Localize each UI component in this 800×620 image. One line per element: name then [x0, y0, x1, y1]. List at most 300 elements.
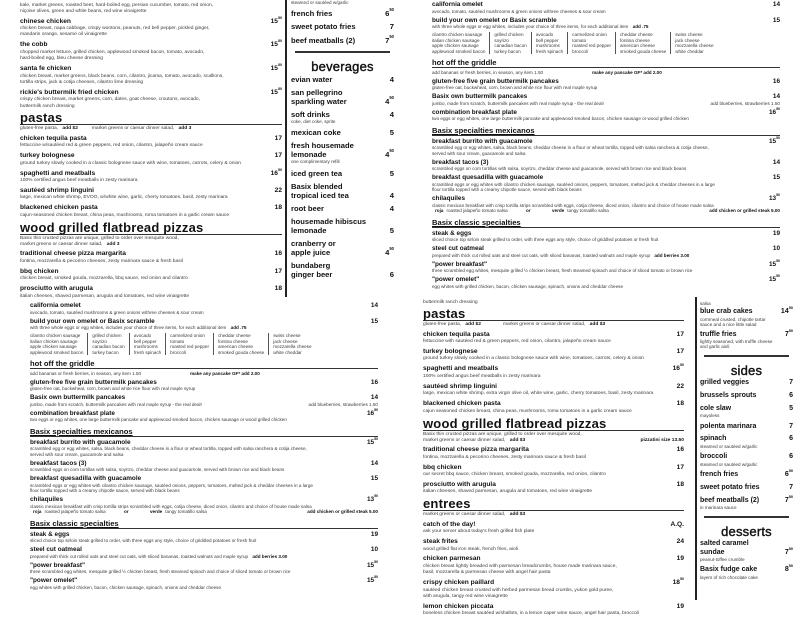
- menu-item-header: [432, 195, 780, 203]
- menu-item-price: [267, 41, 282, 50]
- menu-item: [20, 15, 282, 39]
- price-dollars: 14: [370, 394, 378, 401]
- menu-item-description: [20, 26, 282, 39]
- text-line: kale, market greens, roasted beet, hard-boiled egg, persian cucumber, tomato, red onion,: [20, 2, 214, 8]
- text-line: [423, 322, 684, 328]
- menu-item-price: [381, 150, 394, 159]
- menu-item: [423, 383, 684, 398]
- text-line: [432, 253, 780, 259]
- menu-item-description: [30, 538, 378, 544]
- menu-item-header: [30, 318, 378, 326]
- price-dollars: 16: [768, 108, 777, 116]
- menu-item: [291, 217, 394, 235]
- section-divider: [295, 51, 390, 53]
- menu-item: [30, 436, 378, 458]
- price-dollars: 19: [676, 602, 684, 610]
- price-dollars: 17: [274, 134, 282, 142]
- menu-item-description: [30, 554, 378, 560]
- text-line: sautéed chicken breast crusted with herbed parmesan bread crumbs, yukon gold puree,: [423, 587, 614, 593]
- menu-item-price: [785, 379, 793, 388]
- price-cents: 50: [776, 135, 780, 140]
- menu-item-price: [769, 78, 780, 86]
- menu-item-description: [20, 74, 282, 87]
- option-item: mozzarella cheese: [273, 344, 312, 349]
- menu-item-header: [30, 460, 378, 468]
- bold-text: add $2: [465, 322, 481, 328]
- price-dollars: 22: [676, 382, 684, 390]
- price-dollars: 7: [789, 379, 793, 387]
- menu-item-description: [423, 529, 684, 535]
- menu-item-header: [20, 152, 282, 161]
- menu-item-name: california omelet: [30, 302, 81, 309]
- menu-item-price: [381, 248, 394, 257]
- menu-item-header: [423, 521, 684, 530]
- menu-item: [700, 566, 793, 580]
- price-dollars: 6: [784, 471, 789, 479]
- menu-item-header: [291, 88, 394, 106]
- menu-item-name: steak & eggs: [432, 229, 472, 237]
- menu-item: [700, 494, 793, 511]
- option-item: turkey bacon: [494, 48, 521, 54]
- menu-item-name: fresh housemade lemonade: [291, 141, 354, 160]
- menu-item-price: [271, 250, 282, 259]
- section-heading: desserts: [721, 524, 772, 540]
- menu-item-name: broccoli: [700, 453, 728, 461]
- menu-item-name: chicken tequila pasta: [423, 330, 490, 338]
- bold-text: add 3: [178, 126, 192, 132]
- menu-item-header: [291, 128, 394, 137]
- text-line: steamed or sautéed w/garlic: [291, 0, 349, 5]
- option-item: turkey bacon: [92, 349, 119, 355]
- menu-item-header: [700, 453, 793, 462]
- text-segment: prepared with thick cut rolled oats and steel cut oats, with sliced bananas, toasted walnuts and maple syrup: [432, 252, 652, 258]
- option-item: grilled chicken: [494, 32, 524, 37]
- price-dollars: 7: [784, 496, 789, 504]
- bold-text: verde: [149, 509, 163, 514]
- menu-item-description: [423, 356, 684, 362]
- text-line: our secret bbq sauce, chicken breast, smoked gouda, mozzarella, red onion, cilantro: [423, 472, 606, 478]
- price-dollars: 15: [370, 475, 378, 482]
- menu-item-header: [423, 383, 684, 392]
- price-dollars: 6: [789, 453, 793, 461]
- menu-item-price: [363, 559, 378, 570]
- menu-item: [291, 239, 394, 257]
- menu-item: [432, 276, 780, 289]
- menu-item-name: brussels sprouts: [700, 392, 757, 400]
- text-segment: market greens or caesar dinner salad,: [423, 512, 507, 518]
- price-cents: 50: [776, 106, 780, 111]
- menu-item-description: [30, 504, 378, 515]
- menu-item-header: [20, 285, 282, 294]
- menu-item-name: cole slaw: [700, 404, 732, 412]
- menu-item: [700, 453, 793, 467]
- menu-item-header: [291, 182, 394, 200]
- menu-item-price: [271, 187, 282, 196]
- menu-item-price: [765, 276, 780, 284]
- option-item: avocado: [535, 32, 554, 37]
- text-line: large, mexican white shrimp, extra virgin olive oil, white wine, garlic, cherry tomatoes, basil, zesty marinara: [423, 391, 654, 397]
- option-item: american cheese: [620, 43, 655, 48]
- menu-item: [423, 400, 684, 415]
- menu-item: [432, 1, 780, 14]
- option-item: broccoli: [170, 349, 187, 355]
- menu-item-price: [363, 436, 378, 447]
- price-dollars: 14: [772, 158, 780, 166]
- text-line: [432, 208, 780, 214]
- price-dollars: 7: [385, 35, 390, 45]
- text-line: salsa: [700, 301, 711, 306]
- text-line: 100% certified angus beef meatballs in zesty marinara: [20, 178, 138, 184]
- menu-item: [432, 159, 780, 172]
- menu-item-description: [423, 472, 684, 478]
- price-dollars: 16: [366, 409, 375, 417]
- menu-item-description: [30, 402, 378, 408]
- menu-item-name: build your own omelet or Basix scramble: [30, 317, 155, 325]
- section-note: [700, 301, 793, 306]
- text-line: cornmeal crusted, chipotle tartar: [700, 316, 766, 322]
- menu-item: [423, 331, 684, 346]
- breakfast-menu-column: [30, 302, 378, 593]
- price-cents: 50: [389, 7, 394, 13]
- option-item: fresh spinach: [133, 349, 162, 355]
- option-item: cheddar cheese: [218, 333, 251, 338]
- menu-item-name: steel cut oatmeal: [30, 546, 82, 553]
- price-dollars: 8: [784, 566, 789, 574]
- text-line: avocado, tomato, sautéed mushrooms & green onions w/three cheeses & sour cream: [30, 309, 204, 315]
- menu-item-header: [30, 475, 378, 483]
- menu-item: [20, 135, 282, 150]
- menu-item-header: [20, 204, 282, 213]
- price-dollars: 19: [676, 555, 684, 563]
- price-cents: 50: [374, 575, 378, 579]
- price-dollars: 17: [676, 330, 684, 338]
- menu-item-description: [423, 611, 684, 617]
- text-line: three scrambled egg whites, mesquite grilled ½ chicken breast, fresh steamed spinach and choice of sliced tomato or brown rice: [30, 569, 291, 574]
- menu-item-header: [432, 174, 780, 182]
- menu-item-description: [432, 253, 780, 259]
- price-dollars: 16: [370, 378, 378, 386]
- price-cents: 50: [389, 33, 394, 39]
- menu-item-name: bbq chicken: [20, 267, 59, 275]
- menu-item: [432, 258, 780, 274]
- option-item: swiss cheese: [675, 32, 703, 37]
- bold-text: add .75: [230, 325, 247, 330]
- menu-item-description: [700, 505, 793, 510]
- text-segment: jumbo, made from scratch, buttermilk pancakes with real maple syrup - the real deal!: [432, 100, 604, 106]
- menu-item-price: [769, 159, 780, 167]
- menu-page-top: [0, 0, 800, 297]
- highlight-text: make any pancake GF* add 2.00: [592, 70, 662, 75]
- text-line: [30, 325, 378, 331]
- menu-item-description: [20, 178, 282, 184]
- menu-item-description: [291, 119, 394, 124]
- price-dollars: 15: [270, 65, 278, 73]
- price-dollars: 18: [274, 204, 282, 212]
- text-line: one complimentary refill: [291, 159, 340, 165]
- text-line: two eggs or egg whites, one large buttermilk pancake and applewood smoked bacon, chicken sausage or wood grilled chicken: [432, 116, 689, 121]
- price-dollars: 14: [772, 93, 780, 100]
- price-dollars: A.Q.: [670, 520, 684, 528]
- menu-item-description: [700, 317, 793, 327]
- menu-item: [700, 471, 793, 480]
- menu-item: [291, 169, 394, 178]
- price-cents: 50: [788, 564, 793, 569]
- price-dollars: 17: [676, 463, 684, 471]
- menu-item-price: [673, 555, 684, 564]
- menu-item-header: [700, 566, 793, 575]
- menu-item-header: [291, 239, 394, 257]
- menu-item-description: [291, 159, 394, 164]
- menu-item-name: "power breakfast": [432, 260, 488, 268]
- menu-item: [423, 348, 684, 363]
- menu-item-header: [700, 405, 793, 414]
- price-dollars: 14: [370, 459, 378, 467]
- menu-item: [423, 464, 684, 479]
- text-line: wood grilled flat iron steak, french fries, aioli: [423, 546, 518, 552]
- text-segment: market greens or caesar dinner salad,: [20, 241, 104, 247]
- section-subheading: Basix specialties mexicanos: [432, 126, 780, 136]
- price-cents: 50: [776, 258, 780, 263]
- bold-text: verde: [551, 208, 565, 213]
- menu-item-name: chicken parmesan: [423, 555, 481, 563]
- menu-item-name: spaghetti and meatballs: [423, 365, 499, 373]
- menu-item-price: [777, 308, 793, 317]
- menu-item-header: [30, 302, 378, 310]
- menu-item: [700, 484, 793, 493]
- bold-text: roja: [435, 208, 444, 213]
- menu-item-name: chilaquiles: [432, 195, 466, 202]
- text-line: ground turkey slowly cooked in a classic bolognese sauce with wine, tomatoes, carrots, celery & onion: [423, 356, 645, 362]
- menu-item-header: [291, 75, 394, 84]
- menu-item-price: [673, 348, 684, 357]
- text-segment: [132, 509, 147, 515]
- menu-item-price: [363, 577, 378, 585]
- options-column: [30, 333, 87, 355]
- beverages-column: [291, 0, 394, 284]
- price-cents: 50: [389, 94, 394, 100]
- price-dollars: 14: [780, 308, 789, 315]
- menu-item-name: blackened chicken pasta: [423, 400, 501, 408]
- menu-item-description: [30, 446, 378, 457]
- option-item: fresh spinach: [535, 48, 564, 54]
- options-column: [87, 333, 128, 355]
- menu-item: [30, 531, 378, 544]
- menu-item: [291, 261, 394, 279]
- menu-item-price: [381, 94, 394, 106]
- option-item: soyrizo: [92, 338, 107, 344]
- menu-item-header: [30, 546, 378, 554]
- menu-item-name: combination breakfast plate: [30, 409, 115, 417]
- menu-item-header: [30, 407, 378, 418]
- section-note: [20, 126, 282, 132]
- price-dollars: 10: [772, 245, 780, 252]
- menu-item: [423, 521, 684, 536]
- menu-item: [700, 423, 793, 432]
- text-line: flour tortilla topped with a creamy chipotle sauce, served with black beans: [30, 488, 180, 493]
- menu-item-price: [673, 603, 684, 612]
- menu-item-description: [432, 203, 780, 214]
- menu-item-header: [20, 268, 282, 277]
- menu-item-name: gluten-free five grain buttermilk pancakes: [432, 77, 559, 85]
- menu-item-header: [423, 464, 684, 473]
- menu-item-price: [769, 174, 780, 182]
- price-dollars: 15: [768, 260, 777, 268]
- menu-item-name: Basix own buttermilk pancakes: [30, 394, 126, 401]
- menu-item-description: [423, 339, 684, 345]
- price-cents: 50: [788, 546, 793, 551]
- price-dollars: 5: [789, 404, 793, 412]
- menu-item-name: steel cut oatmeal: [432, 245, 484, 252]
- option-item: white cheddar: [273, 349, 302, 355]
- options-column: [165, 333, 213, 355]
- text-line: [423, 438, 684, 444]
- section-subheading: hot off the griddle: [432, 58, 780, 68]
- menu-item-name: Basix blended tropical iced tea: [291, 181, 349, 200]
- menu-item-price: [673, 446, 684, 455]
- text-line: Basix thin crusted pizzas are unique, grilled to order over mesquite wood,: [20, 235, 179, 241]
- text-line: served with sour cream, guacamole and salsa: [432, 150, 526, 156]
- text-line: niçoise olives, green and white beans, red wine vinaigrette: [20, 8, 147, 14]
- menu-item-name: sautéed shrimp linguini: [20, 186, 95, 194]
- text-line: classic mexican breakfast with crisp tortilla strips scrambled with eggs, cotija cheese, diced onion, cilantro and choice of house made salsa: [432, 202, 714, 208]
- menu-item-header: [423, 538, 684, 547]
- price-cents: 50: [277, 15, 282, 20]
- price-dollars: 15: [366, 438, 375, 446]
- menu-item-name: bundaberg ginger beer: [291, 261, 333, 280]
- menu-item-description: [423, 409, 684, 415]
- price-dollars: 18: [274, 285, 282, 293]
- text-line: [432, 70, 780, 76]
- menu-item-name: chilaquiles: [30, 496, 64, 503]
- menu-item-price: [765, 195, 780, 203]
- menu-item-price: [271, 152, 282, 161]
- menu-item-description: [423, 455, 684, 461]
- column-divider: [695, 297, 697, 600]
- menu-item-header: [432, 17, 780, 25]
- menu-item-price: [386, 22, 394, 31]
- menu-item-name: santa fe chicken: [20, 65, 72, 73]
- menu-item: [432, 135, 780, 157]
- menu-item: [291, 22, 394, 31]
- menu-item-description: [432, 166, 780, 172]
- menu-item-price: [669, 579, 684, 588]
- price-cents: 50: [374, 559, 378, 564]
- price-dollars: 15: [772, 16, 780, 24]
- price-dollars: 5: [389, 128, 394, 138]
- price-cents: 50: [277, 39, 282, 44]
- menu-item-description: [20, 161, 282, 167]
- menu-item: [432, 230, 780, 243]
- price-dollars: 7: [784, 548, 789, 556]
- text-segment: [534, 208, 549, 214]
- option-item: roasted red pepper: [170, 344, 209, 349]
- price-cents: 50: [776, 193, 780, 197]
- price-cents: 50: [788, 306, 793, 310]
- menu-item-price: [363, 407, 378, 418]
- text-line: mayoless: [700, 413, 720, 419]
- option-item: apple chicken sausage: [30, 344, 77, 349]
- menu-item-description: [700, 575, 793, 580]
- menu-item-header: [20, 86, 282, 98]
- menu-item-price: [367, 302, 378, 310]
- bold-text: add $3: [509, 437, 526, 443]
- section-note: [20, 236, 282, 249]
- menu-item-header: [432, 258, 780, 269]
- menu-item-price: [781, 494, 793, 506]
- menu-item-header: [432, 159, 780, 167]
- price-dollars: 6: [789, 435, 793, 443]
- right-note: add chicken or grilled steak 5.00: [709, 208, 780, 213]
- text-line: italian cheeses, shaved parmesan, arugula and tomatoes, red wine vinaigrette: [20, 293, 190, 299]
- menu-item-header: [291, 217, 394, 235]
- menu-item-header: [291, 169, 394, 178]
- menu-item-header: [20, 167, 282, 179]
- text-line: boneless chicken breast sautéed w/shallots, in a lemon caper wine sauce, angel hair pasta, broccoli: [423, 611, 639, 617]
- option-item: carmelized onion: [170, 333, 205, 338]
- price-cents: 50: [776, 274, 780, 278]
- right-note: add blueberries, strawberries 1.50: [710, 100, 780, 106]
- menu-item: [20, 250, 282, 265]
- text-line: italian cheeses, shaved parmesan, arugula and tomatoes, red wine vinaigrette: [423, 489, 593, 495]
- menu-item-name: gluten-free five grain buttermilk pancakes: [30, 378, 157, 386]
- menu-item-header: [432, 276, 780, 284]
- menu-item-name: cranberry or apple juice: [291, 239, 336, 258]
- menu-item: [432, 17, 780, 30]
- menu-item-name: breakfast quesadilla with guacamole: [30, 475, 142, 482]
- section-subheading: Basix classic specialties: [432, 218, 780, 228]
- menu-item: [30, 559, 378, 575]
- menu-item-price: [363, 496, 378, 504]
- text-line: crispy chicken breast, market greens, corn, dates, goat cheese, croutons, avocado,: [20, 97, 200, 103]
- price-dollars: 4: [389, 74, 394, 84]
- menu-item-description: [432, 284, 780, 290]
- price-dollars: 10: [370, 546, 378, 553]
- options-column: [268, 333, 315, 355]
- text-line: lightly seasoned, with truffle cheese: [700, 339, 773, 345]
- text-line: served with sour cream, guacamole and salsa: [30, 451, 124, 457]
- section-subheading: Basix specialties mexicanos: [30, 427, 378, 437]
- text-segment: gluten-free pasta,: [423, 322, 463, 328]
- menu-item: [30, 577, 378, 590]
- option-item: bell pepper: [535, 37, 559, 43]
- menu-item-price: [267, 86, 282, 98]
- menu-item: [423, 481, 684, 496]
- section-note: [30, 371, 378, 377]
- menu-item-name: sautéed shrimp linguini: [423, 382, 498, 390]
- menu-item: [432, 195, 780, 214]
- menu-item-price: [769, 230, 780, 238]
- menu-item-name: turkey bolognese: [423, 347, 478, 355]
- menu-item: [291, 33, 394, 45]
- menu-item: [423, 538, 684, 553]
- menu-item-price: [781, 546, 793, 558]
- option-item: avocado: [133, 333, 152, 338]
- menu-item-name: Basix fudge cake: [700, 566, 758, 574]
- menu-item-price: [367, 394, 378, 402]
- option-item: fontina cheese: [218, 338, 248, 344]
- bold-text: add berries 3.00: [252, 553, 288, 559]
- text-line: gluten-free oat, buckwheat, corn, brown and white rice flour with real maple syrup: [432, 85, 598, 90]
- options-column: [531, 32, 567, 54]
- option-item: tomato: [572, 37, 587, 43]
- menu-item-header: [423, 400, 684, 409]
- menu-item-price: [386, 75, 394, 84]
- menu-item-name: "power omelet": [30, 577, 78, 584]
- menu-item-name: "power breakfast": [30, 561, 86, 569]
- menu-item: [20, 167, 282, 185]
- menu-item-header: [700, 435, 793, 444]
- menu-item-header: [432, 230, 780, 238]
